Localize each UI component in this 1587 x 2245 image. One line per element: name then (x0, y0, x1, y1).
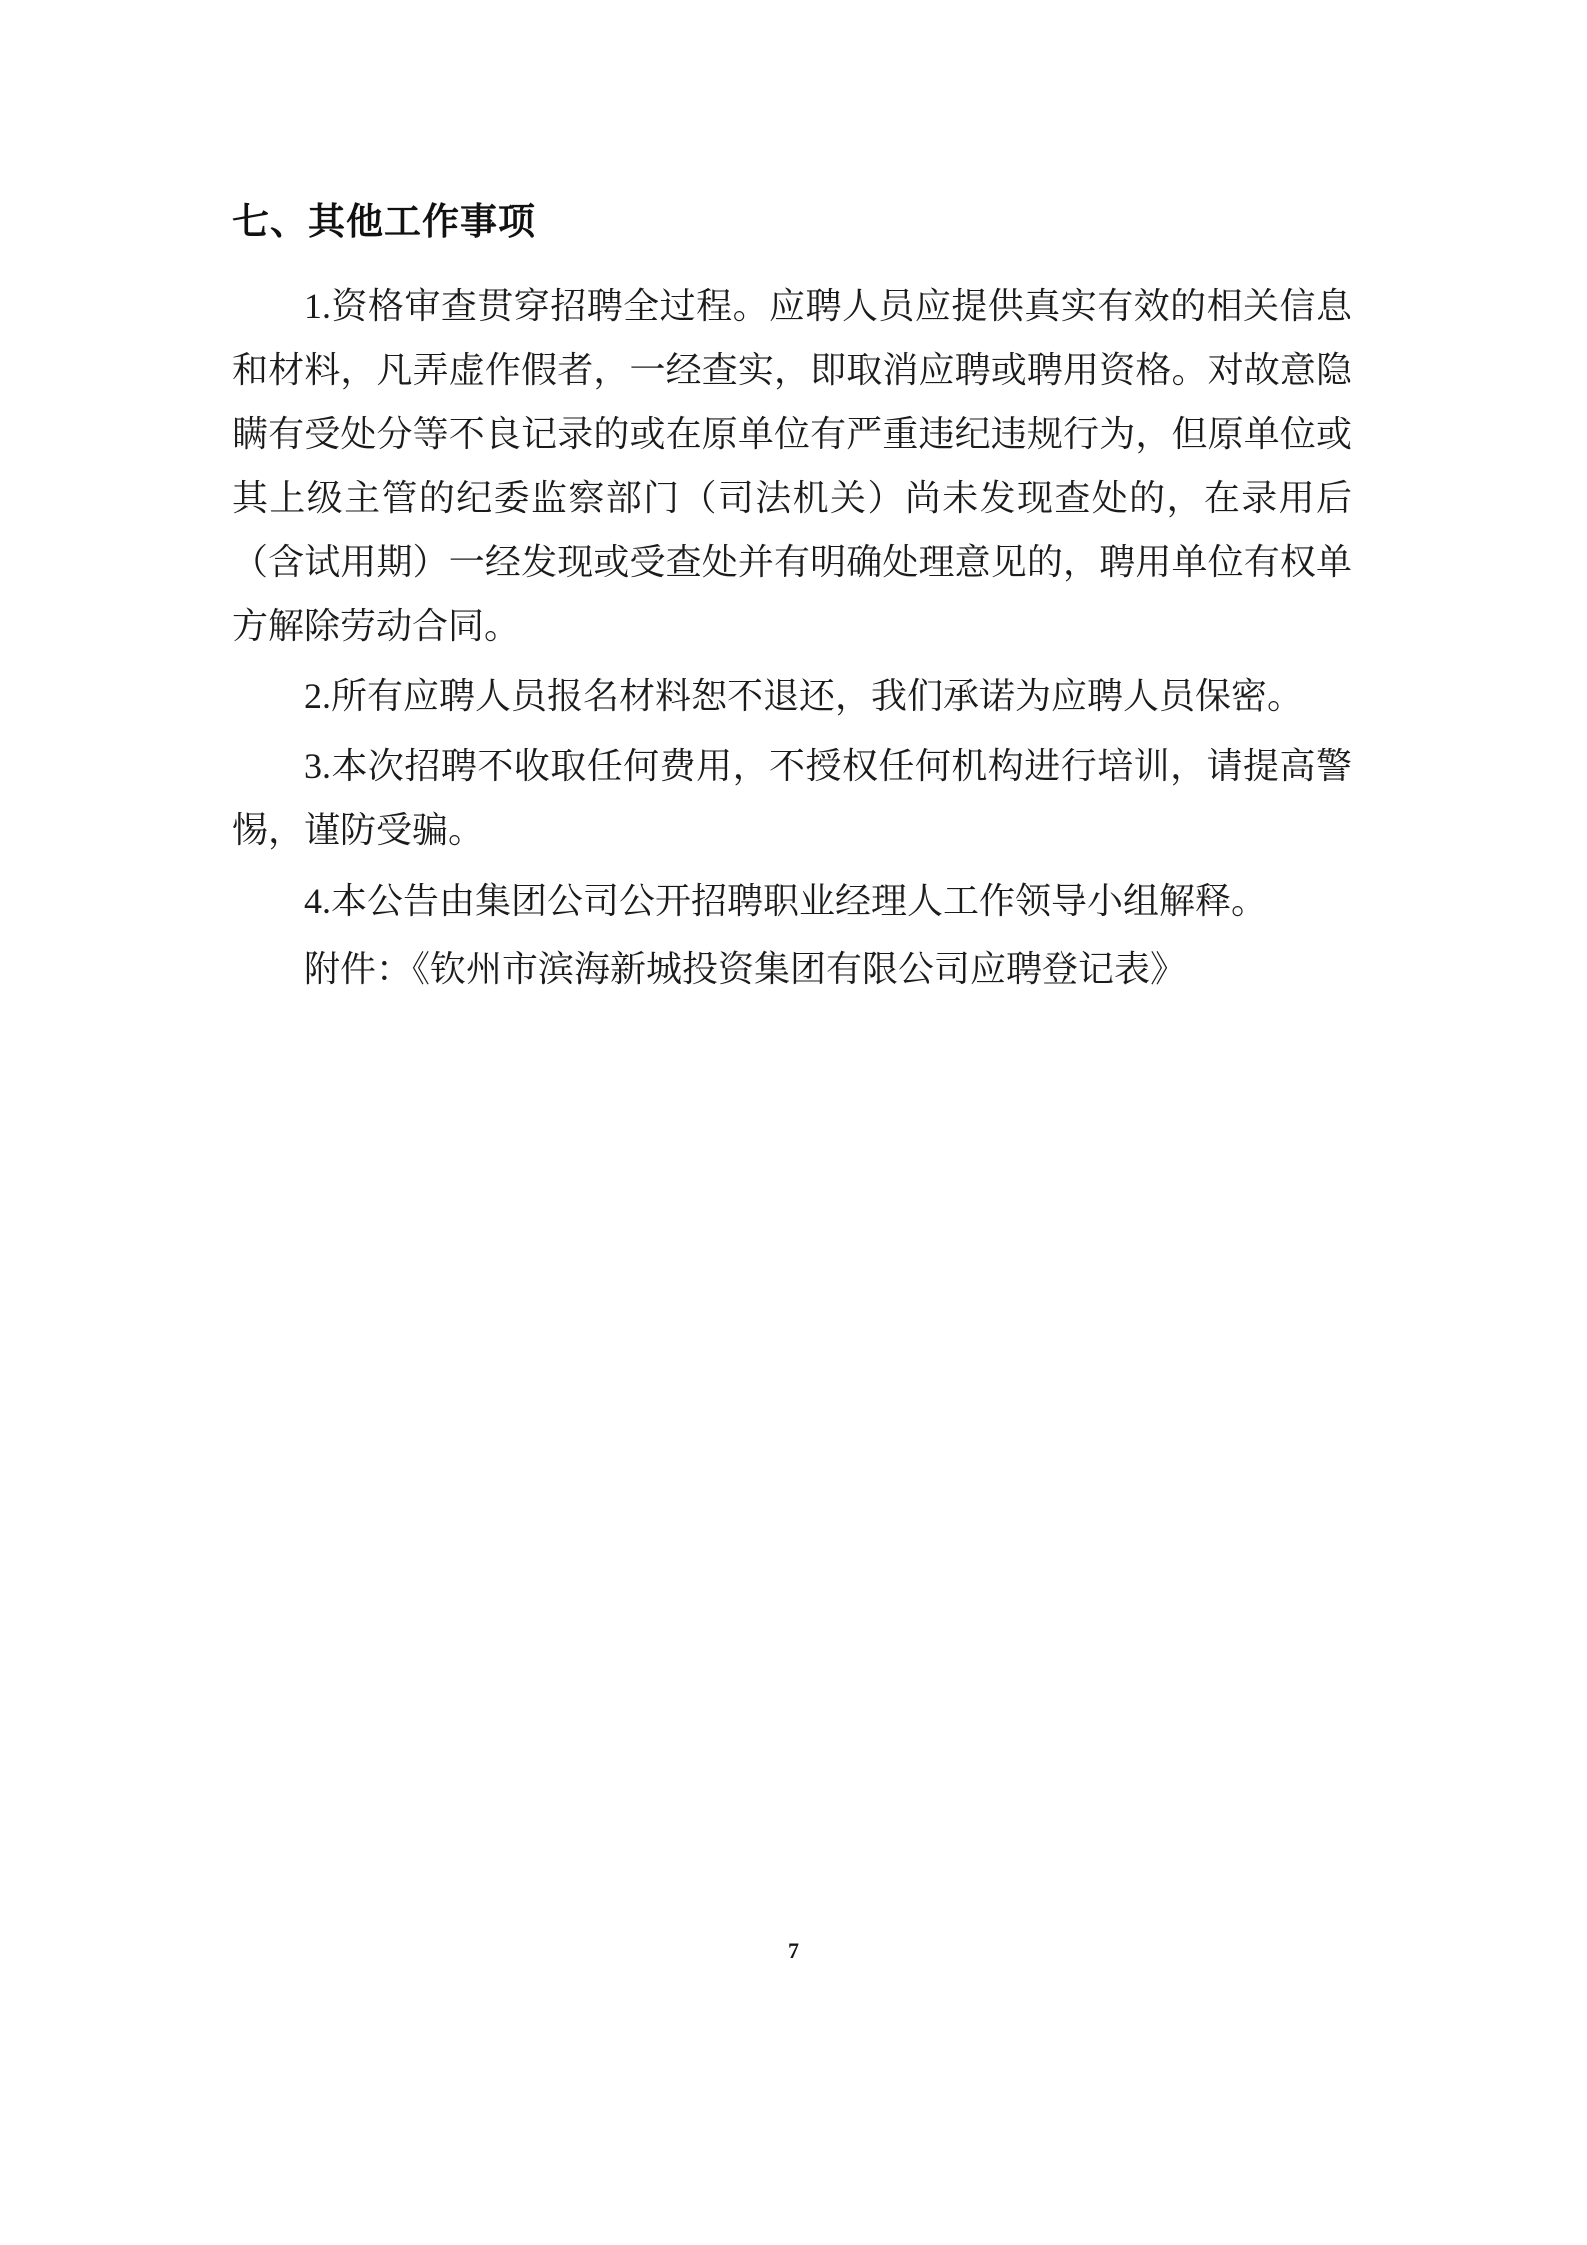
page-title: 七、其他工作事项 (232, 200, 536, 243)
paragraph-2: 2.所有应聘人员报名材料恕不退还，我们承诺为应聘人员保密。 (304, 676, 1304, 717)
paragraph-4: 4.本公告由集团公司公开招聘职业经理人工作领导小组解释。 (304, 880, 1268, 921)
paragraph-3: 3.本次招聘不收取任何费用，不授权任何机构进行培训，请提高警惕，谨防受骗。 (232, 746, 1352, 851)
page-number: 7 (788, 1938, 799, 1963)
attachment-line: 附件：《钦州市滨海新城投资集团有限公司应聘登记表》 (304, 948, 1187, 989)
paragraph-1: 1.资格审查贯穿招聘全过程。应聘人员应提供真实有效的相关信息和材料，凡弄虚作假者，一经查实，即取消应聘或聘用资格。对故意隐瞒有受处分等不良记录的或在原单位有严重违纪违规行为，但原单位或其上级主管的纪委监察部门（司法机关）尚未发现查处的，在录用后（含试用期）一经发现或受查处并有明确处理意见的，聘用单位有权单方解除劳动合同。 (232, 285, 1352, 647)
page-content (232, 196, 1352, 1001)
